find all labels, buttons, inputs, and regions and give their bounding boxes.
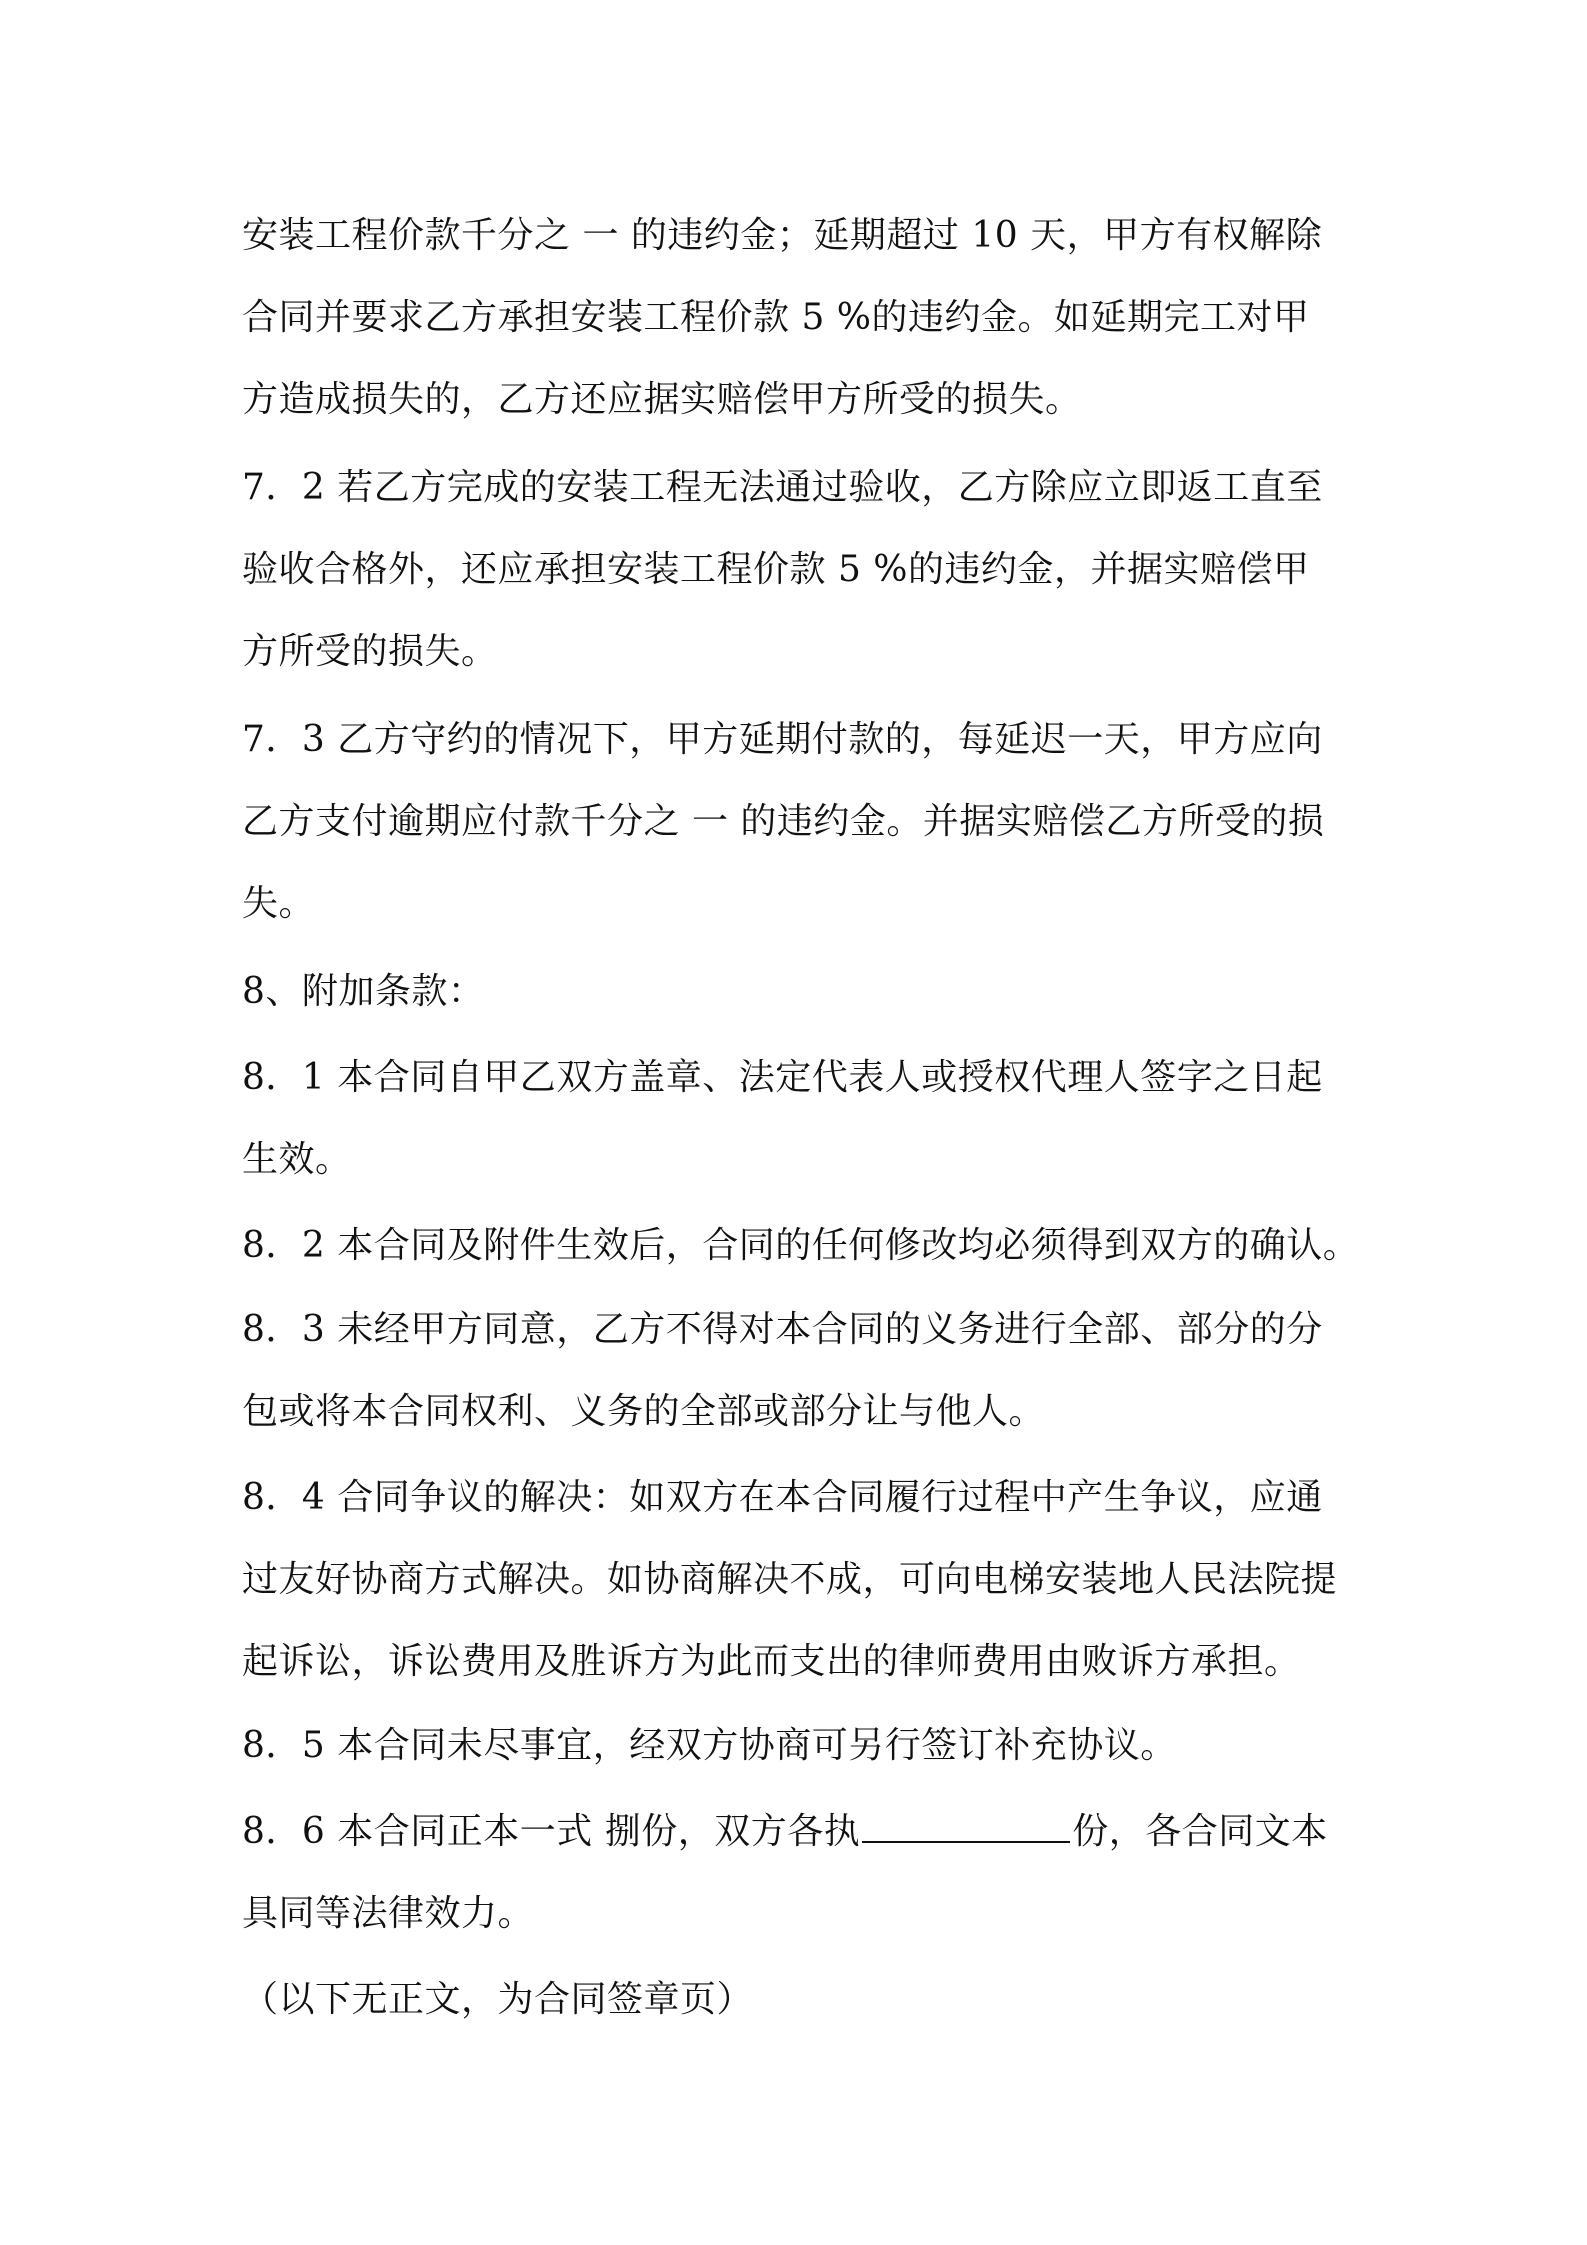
clause-8-1-line-1: 8．1 本合同自甲乙双方盖章、法定代表人或授权代理人签字之日起 — [242, 1057, 1323, 1098]
closing-note: （以下无正文，为合同签章页） — [242, 1979, 754, 2020]
clause-8-4-line-2: 过友好协商方式解决。如协商解决不成，可向电梯安装地人民法院提 — [242, 1559, 1338, 1600]
section-8-heading: 8、附加条款： — [242, 971, 485, 1012]
clause-7-2-line-2: 验收合格外，还应承担安装工程价款 5 %的违约金，并据实赔偿甲 — [242, 549, 1310, 590]
clause-8-6-line-1 — [242, 1802, 1362, 1862]
clause-8-5: 8．5 本合同未尽事宜，经双方协商可另行签订补充协议。 — [242, 1725, 1177, 1766]
contract-line-2: 合同并要求乙方承担安装工程价款 5 %的违约金。如延期完工对甲 — [242, 297, 1310, 338]
clause-7-3-line-3: 失。 — [242, 883, 316, 924]
clause-8-6-line-2: 具同等法律效力。 — [242, 1893, 535, 1934]
clause-8-3-line-1: 8．3 未经甲方同意，乙方不得对本合同的义务进行全部、部分的分 — [242, 1309, 1323, 1350]
clause-8-4-line-1: 8．4 合同争议的解决：如双方在本合同履行过程中产生争议，应通 — [242, 1477, 1323, 1518]
clause-8-4-line-3: 起诉讼，诉讼费用及胜诉方为此而支出的律师费用由败诉方承担。 — [242, 1641, 1301, 1682]
clause-7-2-line-3: 方所受的损失。 — [242, 631, 498, 672]
clause-8-6-text-before: 8．6 本合同正本一式 捌份，双方各执 — [242, 1811, 861, 1852]
clause-7-3-line-1: 7．3 乙方守约的情况下，甲方延期付款的，每延迟一天，甲方应向 — [242, 719, 1323, 760]
contract-line-1: 安装工程价款千分之 一 的违约金；延期超过 10 天，甲方有权解除 — [242, 215, 1323, 256]
copies-held-blank — [862, 1811, 1070, 1843]
clause-8-3-line-2: 包或将本合同权利、义务的全部或部分让与他人。 — [242, 1391, 1046, 1432]
contract-line-3: 方造成损失的，乙方还应据实赔偿甲方所受的损失。 — [242, 379, 1082, 420]
clause-8-2: 8．2 本合同及附件生效后，合同的任何修改均必须得到双方的确认。 — [242, 1225, 1360, 1266]
clause-7-2-line-1: 7．2 若乙方完成的安装工程无法通过验收，乙方除应立即返工直至 — [242, 467, 1323, 508]
clause-8-6-text-after: 份，各合同文本 — [1072, 1811, 1328, 1852]
clause-7-3-line-2: 乙方支付逾期应付款千分之 一 的违约金。并据实赔偿乙方所受的损 — [242, 801, 1325, 842]
clause-8-1-line-2: 生效。 — [242, 1139, 352, 1180]
